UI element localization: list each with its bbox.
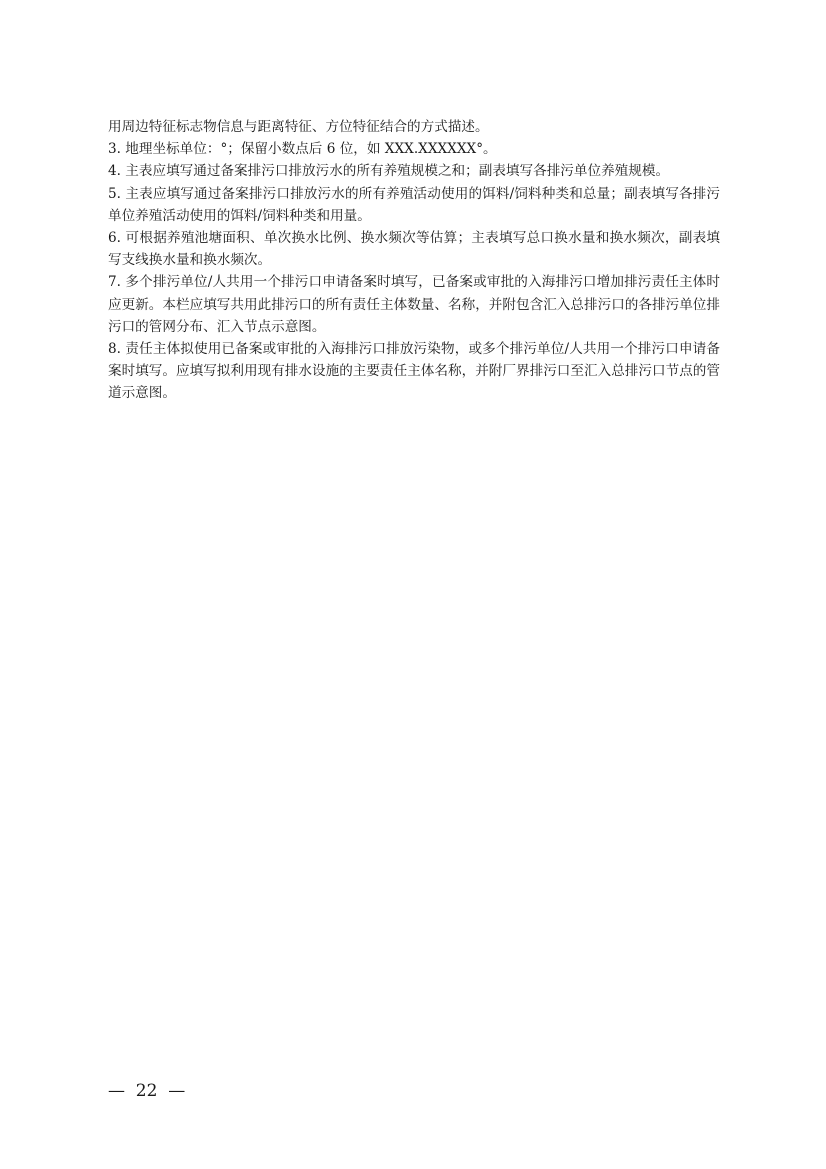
paragraph-continuation: 用周边特征标志物信息与距离特征、方位特征结合的方式描述。 [108,119,489,135]
note-5-feed: 5. 主表应填写通过备案排污口排放污水的所有养殖活动使用的饵料/饲料种类和总量；副表填写各排污单位养殖活动使用的饵料/饲料种类和用量。 [108,185,720,224]
note-3-coordinates: 3. 地理坐标单位：°；保留小数点后 6 位，如 XXX.XXXXXX°。 [108,141,497,158]
note-8-existing-facility: 8. 责任主体拟使用已备案或审批的入海排污口排放污染物，或多个排污单位/人共用一个排污口申请备案时填写。应填写拟利用现有排水设施的主要责任主体名称，并附厂界排污口至汇入总排污口节点的管道示意图。 [108,341,720,402]
page-number: — 22 — [108,1081,186,1101]
document-body [108,116,720,405]
note-7-shared-outlet: 7. 多个排污单位/人共用一个排污口申请备案时填写，已备案或审批的入海排污口增加排污责任主体时应更新。本栏应填写共用此排污口的所有责任主体数量、名称，并附包含汇入总排污口的各排污单位排污口的管网分布、汇入节点示意图。 [108,274,720,335]
note-4-scale: 4. 主表应填写通过备案排污口排放污水的所有养殖规模之和；副表填写各排污单位养殖规模。 [108,163,670,180]
note-6-water-exchange: 6. 可根据养殖池塘面积、单次换水比例、换水频次等估算；主表填写总口换水量和换水频次，副表填写支线换水量和换水频次。 [108,230,720,269]
